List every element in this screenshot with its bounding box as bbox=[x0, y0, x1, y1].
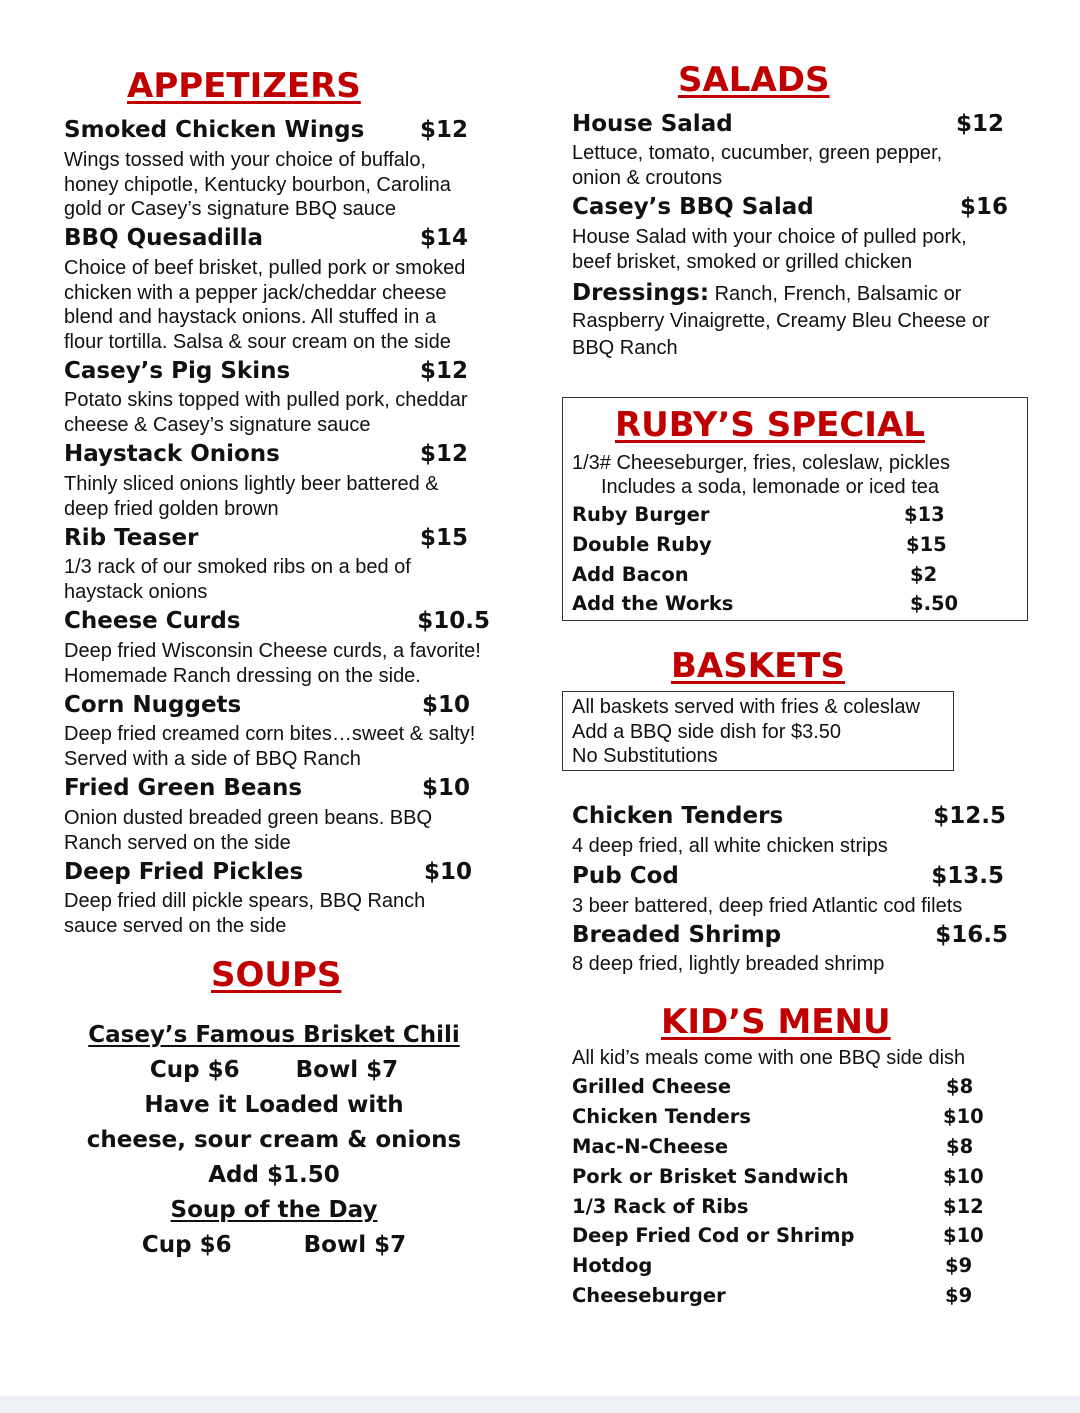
soups-heading: SOUPS bbox=[211, 955, 342, 995]
menu-item-desc: Deep fried Wisconsin Cheese curds, a favorite! Homemade Ranch dressing on the side. bbox=[64, 640, 481, 687]
menu-item-desc: 3 beer battered, deep fried Atlantic cod filets bbox=[572, 895, 963, 917]
menu-item-price: $10 bbox=[421, 692, 470, 718]
menu-item-desc: Deep fried dill pickle spears, BBQ Ranch sauce served on the side bbox=[64, 890, 426, 937]
kids-note: All kid’s meals come with one BBQ side dish bbox=[572, 1047, 966, 1069]
loaded-line-3: Add $1.50 bbox=[208, 1162, 340, 1188]
menu-item-name: Casey’s Pig Skins bbox=[64, 358, 291, 384]
sotd-cup-price: Cup $6 bbox=[141, 1232, 232, 1258]
menu-item-price: $12 bbox=[955, 111, 1004, 137]
ruby-line-2: Includes a soda, lemonade or iced tea bbox=[601, 476, 939, 498]
menu-item-price: $12 bbox=[419, 117, 468, 143]
baskets-notes: All baskets served with fries & coleslaw Add a BBQ side dish for $3.50 No Substitutions bbox=[572, 696, 920, 767]
ruby-item-name: Ruby Burger bbox=[572, 503, 710, 526]
chili-prices bbox=[40, 1057, 508, 1092]
menu-item-name: Breaded Shrimp bbox=[572, 922, 782, 948]
dressings-label: Dressings: bbox=[572, 280, 710, 306]
ruby-item-name: Add the Works bbox=[572, 592, 734, 615]
kids-item-price: $10 bbox=[943, 1224, 984, 1247]
menu-item-price: $10 bbox=[421, 775, 470, 801]
menu-item-name: Pub Cod bbox=[572, 863, 679, 889]
baskets-heading: BASKETS bbox=[671, 646, 845, 686]
kids-menu-heading: KID’S MENU bbox=[661, 1002, 891, 1042]
menu-item-name: Corn Nuggets bbox=[64, 692, 242, 718]
ruby-item-price: $13 bbox=[904, 503, 945, 526]
menu-item-price: $12 bbox=[419, 441, 468, 467]
menu-item-price: $14 bbox=[419, 225, 468, 251]
menu-item-desc: Lettuce, tomato, cucumber, green pepper, onion & croutons bbox=[572, 142, 943, 189]
kids-item-price: $8 bbox=[946, 1075, 974, 1098]
kids-item-name: Hotdog bbox=[572, 1254, 653, 1277]
menu-item-desc: Wings tossed with your choice of buffalo, honey chipotle, Kentucky bourbon, Carolina gold or Casey’s signature BBQ sauce bbox=[64, 149, 451, 220]
menu-item-name: Rib Teaser bbox=[64, 525, 199, 551]
menu-item-name: Deep Fried Pickles bbox=[64, 859, 304, 885]
menu-item-desc: Deep fried creamed corn bites…sweet & salty! Served with a side of BBQ Ranch bbox=[64, 723, 476, 770]
menu-item-name: Smoked Chicken Wings bbox=[64, 117, 365, 143]
kids-item-name: Deep Fried Cod or Shrimp bbox=[572, 1224, 855, 1247]
loaded-line-1: Have it Loaded with bbox=[144, 1092, 404, 1118]
kids-item-name: Grilled Cheese bbox=[572, 1075, 732, 1098]
menu-item-price: $12 bbox=[419, 358, 468, 384]
loaded-line-2: cheese, sour cream & onions bbox=[86, 1127, 462, 1153]
ruby-item-price: $15 bbox=[906, 533, 947, 556]
kids-item-name: Chicken Tenders bbox=[572, 1105, 752, 1128]
sotd-bowl-price: Bowl $7 bbox=[303, 1232, 407, 1258]
kids-item-price: $10 bbox=[943, 1165, 984, 1188]
kids-item-name: Cheeseburger bbox=[572, 1284, 726, 1307]
menu-item-name: Fried Green Beans bbox=[64, 775, 303, 801]
menu-item-desc: Choice of beef brisket, pulled pork or smoked chicken with a pepper jack/cheddar cheese blend and haystack onions. All stuffed in a flour tortilla. Salsa & sour cream on the side bbox=[64, 257, 466, 353]
menu-item-name: Cheese Curds bbox=[64, 608, 241, 634]
menu-item-price: $10 bbox=[423, 859, 472, 885]
menu-item-desc: Onion dusted breaded green beans. BBQ Ranch served on the side bbox=[64, 807, 433, 854]
menu-item-name: House Salad bbox=[572, 111, 733, 137]
menu-item-name: Chicken Tenders bbox=[572, 803, 784, 829]
menu-item-desc: Potato skins topped with pulled pork, cheddar cheese & Casey’s signature sauce bbox=[64, 389, 468, 436]
menu-item-desc: 1/3 rack of our smoked ribs on a bed of haystack onions bbox=[64, 556, 411, 603]
chili-cup-price: Cup $6 bbox=[149, 1057, 240, 1083]
menu-item-desc: 4 deep fried, all white chicken strips bbox=[572, 835, 888, 857]
menu-item-price: $12.5 bbox=[933, 803, 1006, 829]
menu-item-price: $16.5 bbox=[935, 922, 1008, 948]
bottom-bar bbox=[0, 1396, 1080, 1413]
chili-bowl-price: Bowl $7 bbox=[295, 1057, 399, 1083]
dressings: Dressings: Ranch, French, Balsamic or Raspberry Vinaigrette, Creamy Bleu Cheese or BBQ Ranch bbox=[572, 280, 990, 359]
menu-item-name: Casey’s BBQ Salad bbox=[572, 194, 814, 220]
ruby-item-name: Double Ruby bbox=[572, 533, 712, 556]
kids-item-name: 1/3 Rack of Ribs bbox=[572, 1195, 749, 1218]
salads-heading: SALADS bbox=[678, 60, 830, 100]
menu-item-price: $15 bbox=[419, 525, 468, 551]
menu-item-price: $13.5 bbox=[931, 863, 1004, 889]
kids-item-price: $9 bbox=[945, 1254, 973, 1277]
kids-item-name: Mac-N-Cheese bbox=[572, 1135, 729, 1158]
menu-item-desc: 8 deep fried, lightly breaded shrimp bbox=[572, 953, 885, 975]
kids-item-price: $8 bbox=[946, 1135, 974, 1158]
kids-item-price: $10 bbox=[943, 1105, 984, 1128]
ruby-item-name: Add Bacon bbox=[572, 563, 689, 586]
menu-item-price: $16 bbox=[959, 194, 1008, 220]
kids-item-name: Pork or Brisket Sandwich bbox=[572, 1165, 849, 1188]
kids-item-price: $12 bbox=[943, 1195, 984, 1218]
sotd-prices bbox=[40, 1232, 508, 1267]
menu-item-price: $10.5 bbox=[417, 608, 490, 634]
menu-item-desc: House Salad with your choice of pulled pork, beef brisket, smoked or grilled chicken bbox=[572, 226, 967, 273]
kids-item-price: $9 bbox=[945, 1284, 973, 1307]
ruby-item-price: $.50 bbox=[910, 592, 959, 615]
rubys-special-heading: RUBY’S SPECIAL bbox=[615, 405, 925, 445]
ruby-line-1: 1/3# Cheeseburger, fries, coleslaw, pickles bbox=[572, 452, 950, 474]
soups-block bbox=[40, 1022, 508, 1267]
ruby-item-price: $2 bbox=[910, 563, 938, 586]
sotd-title: Soup of the Day bbox=[170, 1197, 378, 1223]
menu-item-name: BBQ Quesadilla bbox=[64, 225, 263, 251]
chili-title: Casey’s Famous Brisket Chili bbox=[88, 1022, 460, 1048]
menu-item-name: Haystack Onions bbox=[64, 441, 280, 467]
appetizers-heading: APPETIZERS bbox=[127, 66, 361, 106]
menu-item-desc: Thinly sliced onions lightly beer battered & deep fried golden brown bbox=[64, 473, 439, 520]
